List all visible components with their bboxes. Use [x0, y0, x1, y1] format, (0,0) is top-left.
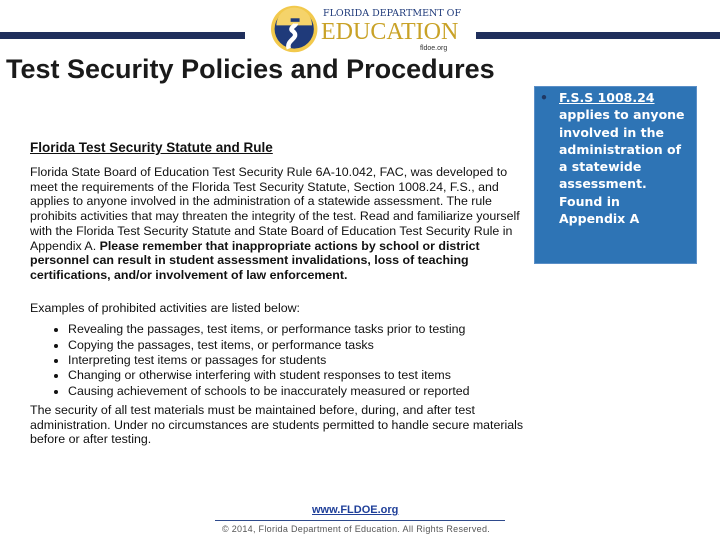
statute-text: Florida State Board of Education Test Security Rule 6A-10.042, FAC, was developed to meet the requirements of the Florida Test Security Statute, Section 1008.24, F.S., and applies to anyone involved in the administration of a statewide assessment. The rule prohibits activities that may threaten the integrity of the test. Read and familiarize yourself with the Florida Test Security Statute and State Board of Education Test Security Rule in Appendix A.	[30, 165, 520, 253]
security-paragraph: The security of all test materials must be maintained before, during, and after test administration. Under no circumstances are students permitted to handle secure materials before or after testing.	[30, 402, 524, 447]
callout-box	[534, 86, 697, 264]
list-item: • Causing achievement of schools to be inaccurately measured or reported	[68, 384, 528, 399]
statute-document	[30, 140, 528, 447]
examples-intro: Examples of prohibited activities are listed below:	[30, 300, 300, 315]
page-title: Test Security Policies and Procedures	[6, 54, 495, 84]
logo-line1: FLORIDA DEPARTMENT OF	[323, 8, 462, 19]
logo-line2: EDUCATION	[321, 19, 459, 45]
fldoe-logo	[268, 4, 462, 54]
copyright: © 2014, Florida Department of Education. All Rights Reserved.	[222, 524, 491, 534]
list-item: • Interpreting test items or passages for students	[68, 353, 528, 368]
logo-url: fldoe.org	[420, 45, 448, 52]
warning-text: Please remember that inappropriate actions by school or district personnel can result in student assessment invalidations, loss of teaching certifications, and/or involvement of law enforcement.	[30, 238, 480, 282]
footer-divider	[215, 520, 505, 521]
prohibited-list	[30, 322, 528, 398]
list-item: • Revealing the passages, test items, or performance tasks prior to testing	[68, 322, 528, 337]
bullet-icon: •	[540, 90, 548, 105]
document-heading: Florida Test Security Statute and Rule	[30, 140, 273, 155]
sun-logo-icon	[268, 4, 324, 54]
fldoe-link[interactable]: www.FLDOE.org	[312, 504, 399, 516]
list-item: • Copying the passages, test items, or performance tasks	[68, 338, 528, 353]
statute-link[interactable]: F.S.S 1008.24	[559, 90, 655, 105]
callout-text: applies to anyone involved in the administration of a statewide assessment. Found in Appendix A	[559, 107, 685, 227]
list-item: • Changing or otherwise interfering with student responses to test items	[68, 368, 528, 383]
header-bar-left	[0, 32, 245, 39]
statute-paragraph	[30, 165, 528, 283]
header-bar-right	[476, 32, 720, 39]
